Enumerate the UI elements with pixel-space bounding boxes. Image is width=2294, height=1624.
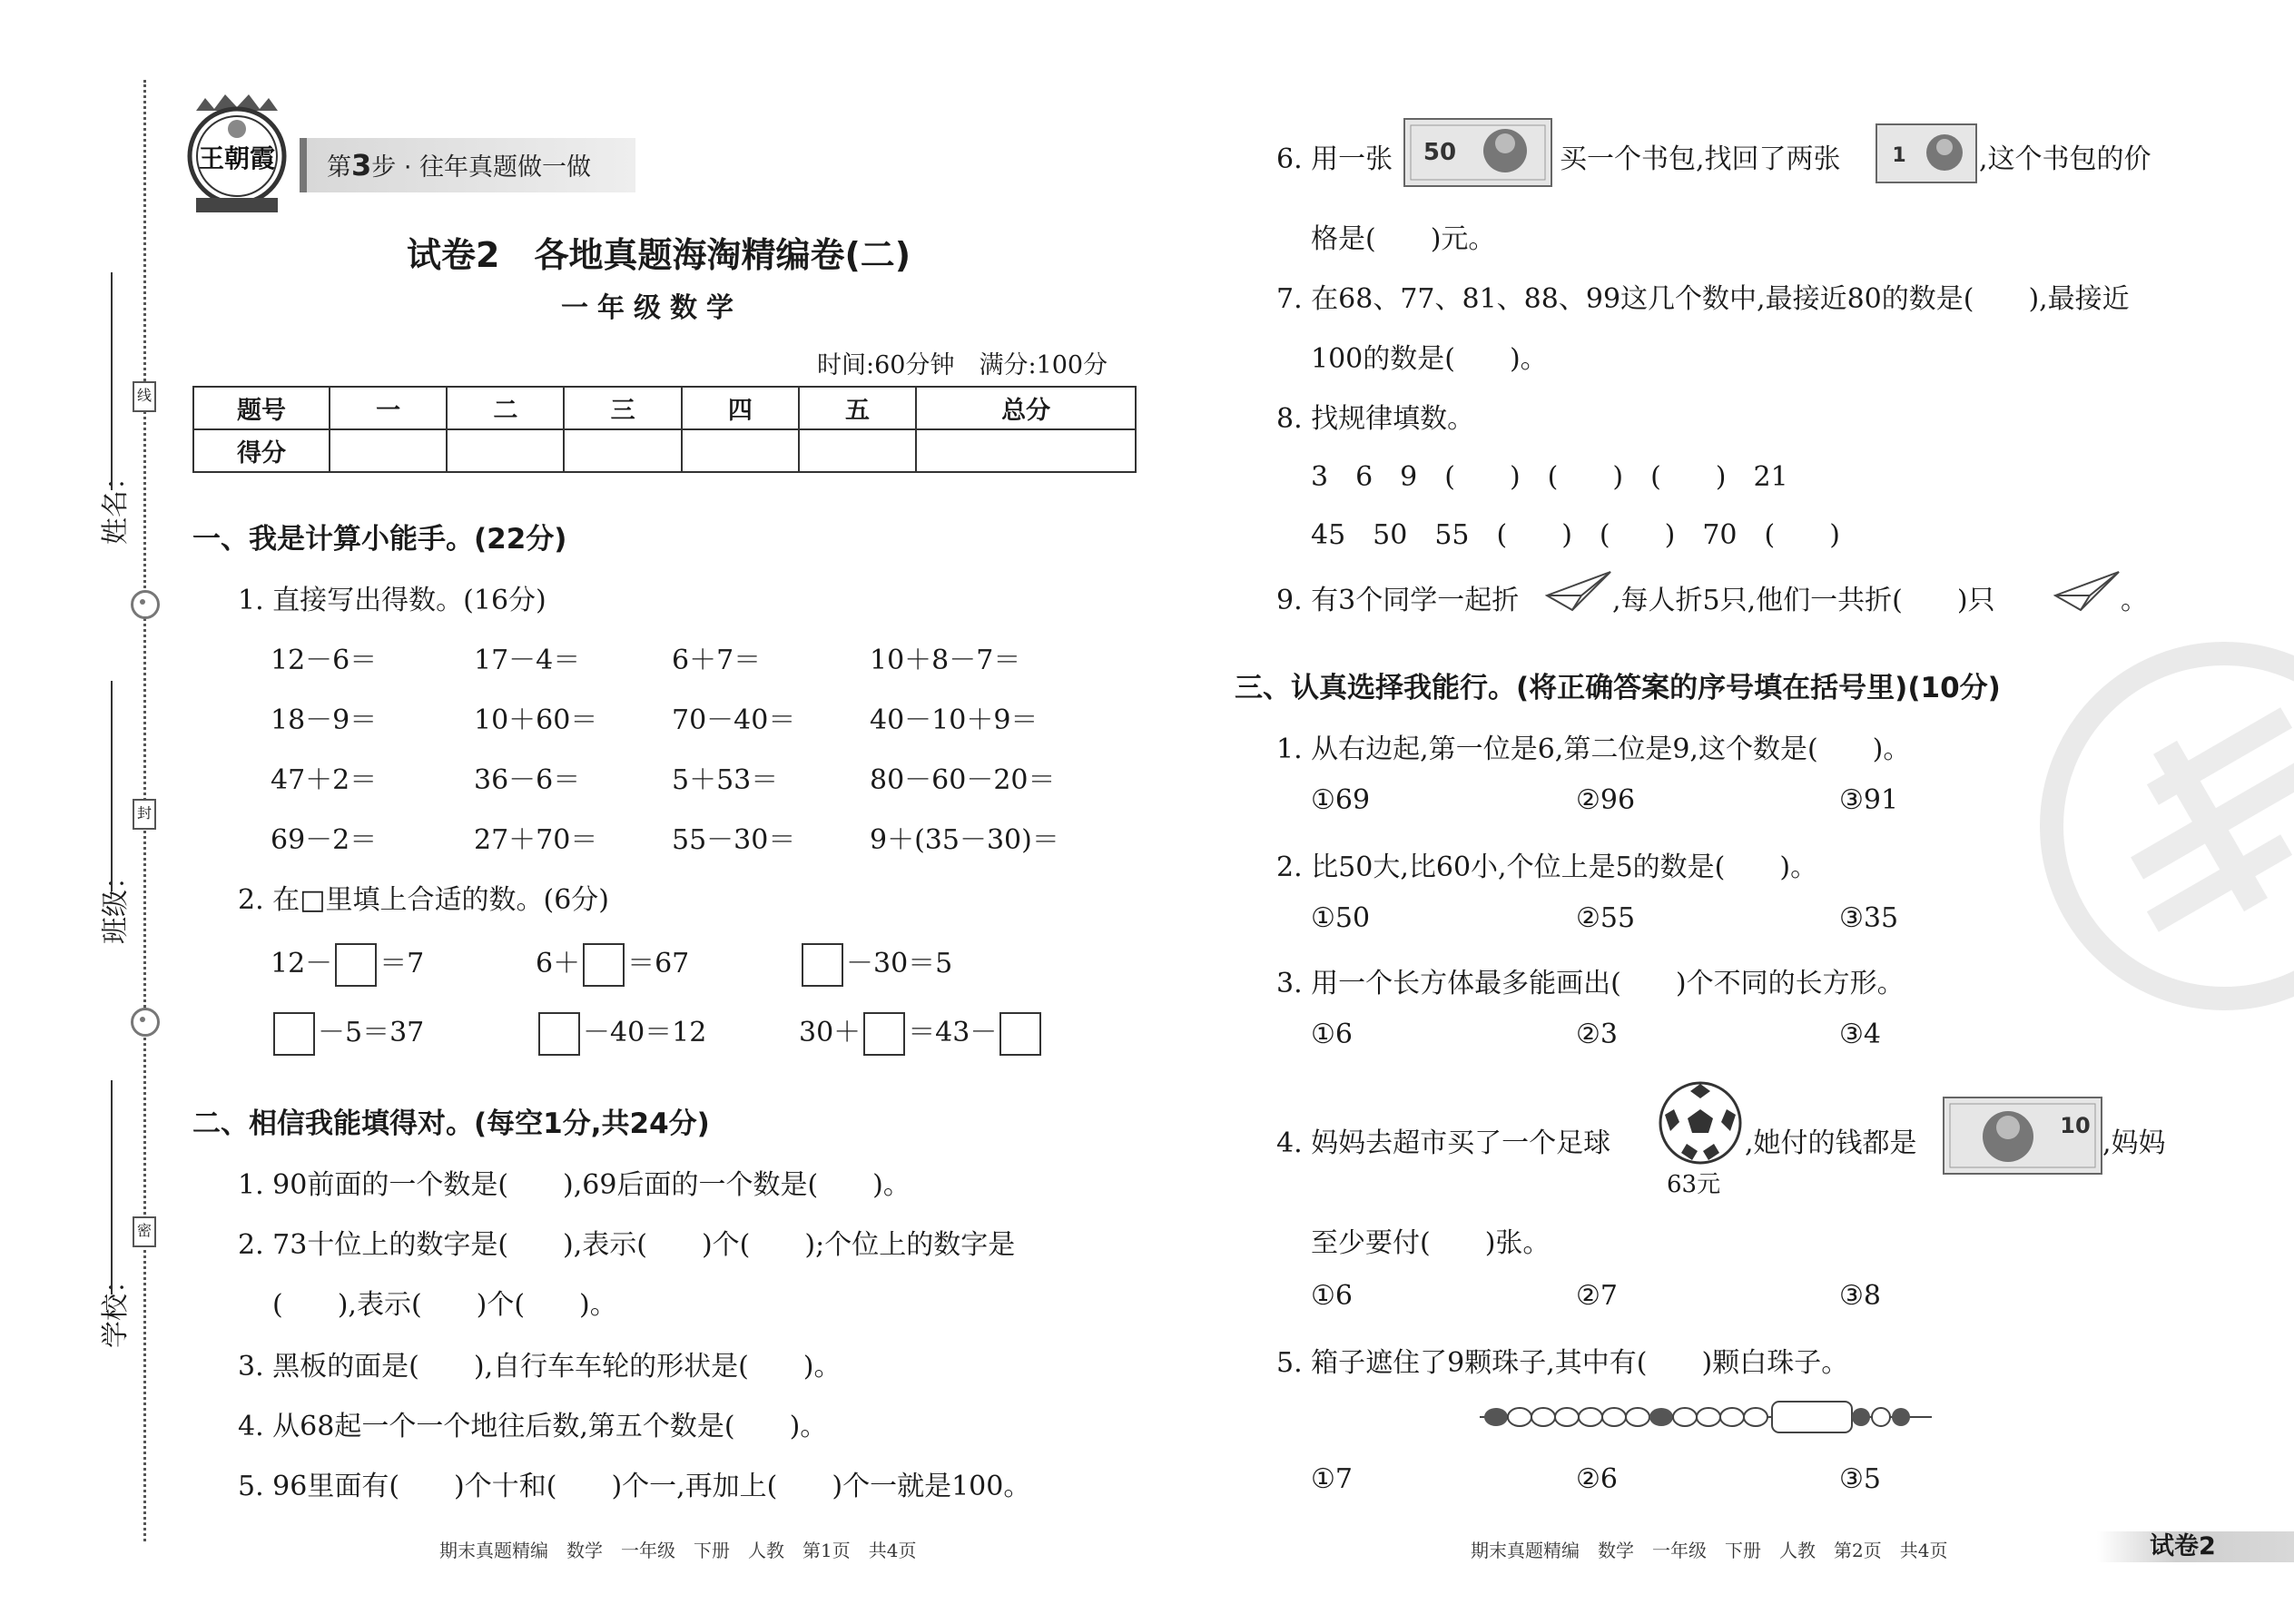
calc-item: 10＋60＝ — [474, 704, 598, 736]
answer-box[interactable] — [863, 1012, 905, 1056]
s3-q1: 1. 从右边起,第一位是6,第二位是9,这个数是( )。 — [1276, 733, 1911, 765]
table-row — [193, 429, 1136, 472]
option-item[interactable]: ②96 — [1576, 784, 1636, 816]
table-cell: 得分 — [193, 429, 330, 472]
answer-box[interactable] — [335, 943, 377, 987]
svg-text:10: 10 — [2060, 1113, 2091, 1138]
calc-item: 27＋70＝ — [474, 824, 598, 856]
paper-plane-icon — [1545, 568, 1612, 614]
table-cell: 题号 — [193, 387, 330, 429]
s2-q6-post: ,这个书包的价 — [1979, 143, 2151, 175]
table-row — [193, 387, 1136, 429]
calc-item: 12－6＝ — [271, 645, 378, 676]
punch-hole-icon — [131, 590, 160, 619]
fill-equation-c: －30＝5 — [799, 940, 952, 987]
s2-q8: 8. 找规律填数。 — [1276, 403, 1475, 435]
name-label: 姓名： — [100, 463, 132, 545]
calc-item: 70－40＝ — [672, 704, 796, 736]
s2-q7a: 7. 在68、77、81、88、99这几个数中,最接近80的数是( ),最接近 — [1276, 283, 2130, 315]
banknote-1-icon — [1876, 123, 1977, 183]
option-item[interactable]: ③91 — [1839, 784, 1899, 816]
section2-title: 二、相信我能填得对。(每空1分,共24分) — [192, 1107, 710, 1140]
fill-equation-a: 12－ ＝7 — [271, 940, 424, 987]
calc-item: 17－4＝ — [474, 645, 581, 676]
score-input-cell[interactable] — [682, 429, 799, 472]
class-label: 班级： — [100, 862, 132, 944]
s3-q4-pre: 4. 妈妈去超市买了一个足球 — [1276, 1127, 1611, 1159]
fill-equation-d: －5＝37 — [271, 1009, 424, 1056]
paper-tag: 试卷2 — [2097, 1531, 2294, 1562]
option-item[interactable]: ②3 — [1576, 1019, 1618, 1050]
calc-item: 10＋8－7＝ — [870, 645, 1021, 676]
seal-seal-char: 封 — [133, 799, 156, 830]
s2-q6b: 格是( )元。 — [1311, 223, 1496, 255]
option-item[interactable]: ②7 — [1576, 1280, 1618, 1312]
s3-q5: 5. 箱子遮住了9颗珠子,其中有( )颗白珠子。 — [1276, 1347, 1849, 1379]
score-input-cell[interactable] — [330, 429, 447, 472]
table-cell: 三 — [564, 387, 681, 429]
s2-q9-mid: ,每人折5只,他们一共折( )只 — [1612, 585, 1995, 616]
option-item[interactable]: ③8 — [1839, 1280, 1881, 1312]
svg-text:1: 1 — [1892, 144, 1906, 167]
time-info: 时间:60分钟 满分:100分 — [817, 351, 1108, 379]
fill-equation-e: －40＝12 — [536, 1009, 706, 1056]
score-input-cell[interactable] — [564, 429, 681, 472]
score-input-cell[interactable] — [799, 429, 916, 472]
s1-q1-title: 1. 直接写出得数。(16分) — [238, 585, 546, 616]
calc-item: 55－30＝ — [672, 824, 796, 856]
s2-q8-row1: 3 6 9 ( ) ( ) ( ) 21 — [1311, 461, 1788, 493]
page-title: 试卷2 各地真题海淘精编卷(二) — [407, 235, 911, 275]
banknote-10-icon — [1943, 1097, 2102, 1175]
secret-seal-watermark-icon — [2033, 635, 2294, 1017]
option-item[interactable]: ①7 — [1311, 1463, 1353, 1495]
calc-item: 69－2＝ — [271, 824, 378, 856]
answer-box[interactable] — [583, 943, 625, 987]
table-cell: 二 — [447, 387, 564, 429]
section3-title: 三、认真选择我能行。(将正确答案的序号填在括号里)(10分) — [1235, 672, 2001, 704]
calc-item: 6＋7＝ — [672, 645, 762, 676]
svg-text:50: 50 — [1423, 139, 1457, 166]
soccer-ball-icon — [1658, 1080, 1743, 1166]
option-item[interactable]: ②55 — [1576, 902, 1636, 934]
score-input-cell[interactable] — [916, 429, 1136, 472]
s2-q6-mid: 买一个书包,找回了两张 — [1560, 143, 1841, 175]
option-item[interactable]: ①6 — [1311, 1280, 1353, 1312]
table-cell: 总分 — [916, 387, 1136, 429]
punch-hole-icon — [131, 1008, 160, 1037]
s2-q9-pre: 9. 有3个同学一起折 — [1276, 585, 1520, 616]
table-cell: 四 — [682, 387, 799, 429]
step-tag: 第3步 · 往年真题做一做 — [300, 138, 635, 192]
s2-q9-post: 。 — [2121, 585, 2148, 616]
answer-box[interactable] — [273, 1012, 315, 1056]
section1-title: 一、我是计算小能手。(22分) — [192, 523, 567, 556]
s2-q3: 3. 黑板的面是( ),自行车车轮的形状是( )。 — [238, 1351, 842, 1383]
option-item[interactable]: ③4 — [1839, 1019, 1881, 1050]
school-label: 学校： — [100, 1266, 132, 1348]
s3-q2: 2. 比50大,比60小,个位上是5的数是( )。 — [1276, 851, 1818, 883]
school-underline[interactable] — [111, 1080, 113, 1294]
option-item[interactable]: ①6 — [1311, 1019, 1353, 1050]
s3-q4-post: ,妈妈 — [2102, 1127, 2166, 1159]
calc-item: 9＋(35－30)＝ — [870, 824, 1059, 856]
score-table — [192, 386, 1137, 473]
table-cell: 一 — [330, 387, 447, 429]
option-item[interactable]: ③5 — [1839, 1463, 1881, 1495]
calc-item: 40－10＋9＝ — [870, 704, 1039, 736]
option-item[interactable]: ①69 — [1311, 784, 1371, 816]
bead-string-icon — [1480, 1394, 1932, 1440]
fill-equation-b: 6＋ ＝67 — [536, 940, 689, 987]
page-subtitle: 一年级数学 — [561, 292, 743, 324]
option-item[interactable]: ③35 — [1839, 902, 1899, 934]
footer-right: 期末真题精编 数学 一年级 下册 人教 第2页 共4页 — [1471, 1540, 1948, 1561]
s2-q5: 5. 96里面有( )个十和( )个一,再加上( )个一就是100。 — [238, 1471, 1031, 1502]
calc-item: 5＋53＝ — [672, 764, 779, 796]
paper-plane-icon — [2053, 568, 2121, 614]
s2-q2b: ( ),表示( )个( )。 — [272, 1289, 617, 1321]
s2-q8-row2: 45 50 55 ( ) ( ) 70 ( ) — [1311, 519, 1840, 551]
calc-item: 47＋2＝ — [271, 764, 378, 796]
seal-secret-char: 密 — [133, 1216, 156, 1247]
name-underline[interactable] — [111, 272, 113, 490]
s3-q4-mid: ,她付的钱都是 — [1745, 1127, 1917, 1159]
answer-box[interactable] — [999, 1012, 1041, 1056]
s2-q2a: 2. 73十位上的数字是( ),表示( )个( );个位上的数字是 — [238, 1229, 1016, 1261]
banknote-50-icon — [1403, 118, 1552, 187]
s2-q6-pre: 6. 用一张 — [1276, 143, 1393, 175]
s3-q3: 3. 用一个长方体最多能画出( )个不同的长方形。 — [1276, 968, 1905, 999]
footer-left: 期末真题精编 数学 一年级 下册 人教 第1页 共4页 — [439, 1540, 917, 1561]
answer-box[interactable] — [538, 1012, 580, 1056]
s3-q4b: 至少要付( )张。 — [1311, 1227, 1551, 1259]
class-underline[interactable] — [111, 681, 113, 891]
s1-q2-title: 2. 在□里填上合适的数。(6分) — [238, 884, 609, 916]
score-input-cell[interactable] — [447, 429, 564, 472]
soccer-price: 63元 — [1667, 1171, 1721, 1198]
option-item[interactable]: ①50 — [1311, 902, 1371, 934]
calc-item: 18－9＝ — [271, 704, 378, 736]
s2-q7b: 100的数是( )。 — [1311, 343, 1548, 375]
option-item[interactable]: ②6 — [1576, 1463, 1618, 1495]
svg-text:王朝霞: 王朝霞 — [198, 143, 276, 173]
table-cell: 五 — [799, 387, 916, 429]
answer-box[interactable] — [802, 943, 843, 987]
s2-q1: 1. 90前面的一个数是( ),69后面的一个数是( )。 — [238, 1169, 911, 1201]
seal-line-char: 线 — [133, 381, 156, 412]
fill-equation-f: 30＋ ＝43－ — [799, 1009, 1044, 1056]
calc-item: 80－60－20＝ — [870, 764, 1056, 796]
s2-q4: 4. 从68起一个一个地往后数,第五个数是( )。 — [238, 1411, 828, 1442]
publisher-logo-icon — [178, 91, 296, 218]
calc-item: 36－6＝ — [474, 764, 581, 796]
